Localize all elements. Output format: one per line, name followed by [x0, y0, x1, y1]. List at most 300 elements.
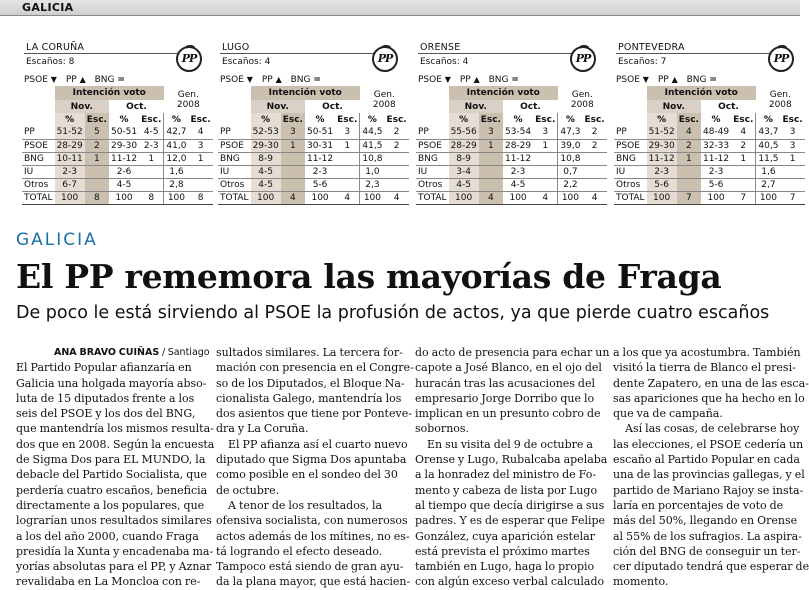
table-cell: 100 [305, 191, 335, 204]
table-cell [85, 178, 109, 191]
table-cell: 2-3 [139, 139, 164, 152]
text-line: más del 50%, llegando en Orense [613, 514, 798, 528]
text-line: so de los Diputados, el Bloque Na- [216, 376, 405, 390]
text-line: una de las provincias gallegas, y el [613, 468, 805, 482]
results-table [416, 86, 607, 205]
table-cell: 11-12 [648, 153, 675, 164]
table-cell [188, 165, 212, 178]
table-cell: 100 [360, 191, 385, 204]
legend-bng: BNG [686, 75, 707, 85]
legend-pp: PP [459, 75, 471, 85]
arrow-up-icon: ▲ [671, 75, 678, 84]
table-row [614, 165, 805, 178]
header-intencion: Intención voto [251, 86, 360, 100]
table-cell: 50-51 [306, 127, 334, 138]
text-line: Tampoco está siendo de gran ayu- [216, 560, 404, 574]
article-deck: De poco le está sirviendo al PSOE la profusión de actos, ya que pierde cuatro escaños [16, 303, 770, 323]
header-gen: Gen. 2008 [372, 89, 396, 110]
col-esc: Esc. [190, 114, 211, 125]
table-cell: 100 [251, 191, 281, 204]
table-row [416, 126, 607, 139]
table-cell [335, 165, 360, 178]
table-cell: 8 [139, 191, 164, 204]
table-cell: 5-6 [305, 178, 335, 191]
legend [24, 75, 125, 85]
table-cell: 10,8 [360, 152, 385, 165]
table-cell: 48-49 [702, 127, 730, 138]
text-line: a la honradez del ministro de Fo- [415, 468, 597, 482]
col-esc: Esc. [584, 114, 605, 125]
col-esc: Esc. [733, 114, 754, 125]
text-line: mento y cabeza de lista por Lugo [415, 483, 598, 497]
table-cell: 3 [188, 139, 212, 152]
table-cell: PSOE [614, 139, 647, 152]
table-cell: 7 [677, 191, 701, 204]
table-cell: 4 [335, 191, 360, 204]
table-cell [677, 165, 701, 178]
table-cell: 8 [85, 191, 109, 204]
table-cell: 100 [55, 191, 85, 204]
table-cell [780, 165, 804, 178]
text-line: perdería cuatro escaños, beneficia [16, 483, 208, 497]
col-esc: Esc. [535, 114, 556, 125]
province-name: ORENSE [420, 42, 461, 53]
table-cell: 5 [85, 126, 109, 139]
table-cell: 28-29 [450, 140, 477, 151]
legend [418, 75, 519, 85]
table-cell: 5-6 [647, 178, 677, 191]
legend [616, 75, 717, 85]
text-line: luta de 15 diputados frente a los [16, 391, 195, 405]
table-cell: 11-12 [110, 153, 138, 164]
legend-pp: PP [261, 75, 273, 85]
table-row [218, 165, 409, 178]
table-cell: 1 [677, 152, 701, 165]
byline-place: / Santiago [161, 347, 210, 358]
table-cell: PP [22, 126, 55, 139]
table-cell: 52-53 [252, 127, 279, 138]
table-cell: 11-12 [504, 153, 532, 164]
table-cell: 3 [335, 126, 360, 139]
table-cell: 2 [582, 126, 606, 139]
province-panel [22, 40, 211, 212]
text-line: huracán tras las acusaciones del [415, 376, 595, 390]
table-row [218, 178, 409, 191]
table-cell [582, 152, 606, 165]
table-row [22, 139, 213, 152]
text-line: seis del PSOE y los dos del BNG, [16, 407, 196, 421]
arrow-down-icon: ▼ [444, 75, 451, 84]
col-esc: Esc. [86, 114, 107, 125]
text-line: laría en porcentajes de voto de [613, 498, 784, 512]
text-line: capote a José Blanco, en el ojo del [415, 361, 602, 375]
table-cell: IU [22, 165, 55, 178]
legend-bng: BNG [94, 75, 115, 85]
col-esc: Esc. [386, 114, 407, 125]
province-name: LUGO [222, 42, 250, 53]
table-cell [533, 152, 558, 165]
table-cell [281, 152, 305, 165]
legend-psoe: PSOE [24, 75, 48, 85]
table-cell: TOTAL [220, 192, 249, 203]
table-cell: Otros [416, 178, 449, 191]
table-cell [384, 165, 408, 178]
divider [24, 53, 182, 54]
table-cell: 2-3 [503, 165, 533, 178]
table-cell: 3-4 [449, 165, 479, 178]
text-line: empresario Jorge Dorribo que lo [415, 391, 595, 405]
text-line: Así las cosas, de celebrarse hoy [625, 422, 800, 436]
table-cell: BNG [22, 152, 55, 165]
table-cell: 4-5 [251, 178, 281, 191]
pp-logo-icon: PP [570, 46, 596, 72]
table-cell: 10-11 [56, 153, 83, 164]
header-gen: Gen. 2008 [768, 89, 792, 110]
table-cell: 1 [479, 139, 503, 152]
table-row [218, 139, 409, 152]
table-cell: 29-30 [110, 140, 138, 151]
col-pct: % [55, 113, 85, 126]
text-line: debacle del Partido Socialista, que [16, 468, 207, 482]
province-name: LA CORUÑA [26, 42, 85, 53]
header-oct: Oct. [718, 101, 739, 112]
table-cell: 2,3 [360, 178, 385, 191]
table-cell: 10,8 [558, 152, 583, 165]
table-cell [281, 165, 305, 178]
province-name: PONTEVEDRA [618, 42, 685, 53]
table-cell: 2,8 [164, 178, 189, 191]
table-cell: 100 [558, 191, 583, 204]
table-cell [479, 152, 503, 165]
table-cell [533, 165, 558, 178]
pp-logo-icon: PP [176, 46, 202, 72]
text-line: como posible en el sondeo del 30 [216, 468, 398, 482]
table-cell: 1 [335, 139, 360, 152]
text-line: las elecciones, el PSOE cedería un [613, 437, 804, 451]
table-cell: PSOE [22, 139, 55, 152]
table-cell: 100 [449, 191, 479, 204]
legend-pp: PP [65, 75, 77, 85]
text-line: presidía la Xunta y encadenaba ma- [16, 544, 214, 558]
text-line: sobornos. [415, 422, 470, 436]
arrow-up-icon: ▲ [275, 75, 282, 84]
arrow-up-icon: ▲ [473, 75, 480, 84]
equal-icon: = [313, 75, 321, 85]
text-line: Orense y Lugo, Rubalcaba apelaba [415, 453, 608, 467]
table-cell: 100 [701, 191, 731, 204]
col-esc: Esc. [678, 114, 699, 125]
legend-bng: BNG [290, 75, 311, 85]
equal-icon: = [511, 75, 519, 85]
table-cell: 29-30 [648, 140, 675, 151]
table-cell: 100 [503, 191, 533, 204]
table-cell: 2 [582, 139, 606, 152]
text-line: dos asientos que tiene por Ponteve- [216, 407, 412, 421]
text-line: al 55% de los sufragios. La aspira- [613, 529, 802, 543]
table-cell: 47,3 [558, 126, 583, 139]
pp-logo-icon: PP [768, 46, 794, 72]
table-cell: TOTAL [24, 192, 53, 203]
text-line: cer diputado tendrá que esperar de [613, 560, 809, 574]
header-gen: Gen. 2008 [176, 89, 200, 110]
text-line: partido de Mariano Rajoy se insta- [613, 483, 804, 497]
table-cell: TOTAL [418, 192, 447, 203]
col-esc: Esc. [337, 114, 358, 125]
col-pct: % [558, 113, 583, 126]
table-cell: 8 [188, 191, 212, 204]
table-cell: 1,6 [756, 165, 781, 178]
col-pct: % [164, 113, 189, 126]
table-cell: 40,5 [756, 139, 781, 152]
col-esc: Esc. [282, 114, 303, 125]
table-cell: 4 [479, 191, 503, 204]
arrow-down-icon: ▼ [246, 75, 253, 84]
table-row [416, 139, 607, 152]
equal-icon: = [117, 75, 125, 85]
text-line: momento. [613, 575, 669, 589]
table-row [614, 178, 805, 191]
table-cell: PP [614, 126, 647, 139]
table-row [416, 178, 607, 191]
col-pct: % [360, 113, 385, 126]
table-cell: 1 [780, 152, 804, 165]
table-cell: 44,5 [360, 126, 385, 139]
table-cell: PSOE [416, 139, 449, 152]
table-cell: 8-9 [251, 152, 281, 165]
province-panel [614, 40, 803, 212]
table-cell: IU [614, 165, 647, 178]
article-column-4 [613, 345, 809, 590]
article-column-1 [16, 345, 215, 590]
legend-psoe: PSOE [220, 75, 244, 85]
table-cell: 3 [533, 126, 558, 139]
table-cell: 6-7 [55, 178, 85, 191]
table-cell: 11,5 [756, 152, 781, 165]
table-row [22, 165, 213, 178]
text-line: a los que ya acostumbra. También [613, 346, 801, 359]
article-kicker: GALICIA [16, 230, 98, 250]
table-cell [677, 178, 701, 191]
byline-name: ANA BRAVO CUIÑAS [54, 347, 160, 358]
table-cell [335, 178, 360, 191]
header-oct: Oct. [520, 101, 541, 112]
section-bar [0, 0, 800, 16]
table-cell: 41,5 [360, 139, 385, 152]
table-cell: 4-5 [109, 178, 139, 191]
table-row [416, 165, 607, 178]
table-cell: 2 [731, 139, 756, 152]
divider [220, 53, 378, 54]
table-cell: 8-9 [449, 152, 479, 165]
section-bar-label: GALICIA [22, 1, 74, 14]
table-cell: PP [218, 126, 251, 139]
table-cell [85, 165, 109, 178]
header-gen: Gen. 2008 [570, 89, 594, 110]
table-row [416, 152, 607, 165]
table-cell: 100 [164, 191, 189, 204]
table-cell: 42,7 [164, 126, 189, 139]
text-line: revalidaba en La Moncloa con re- [16, 575, 201, 589]
table-row [218, 191, 409, 204]
table-cell [139, 178, 164, 191]
text-line: implican en un presunto cobro de [415, 407, 601, 421]
arrow-down-icon: ▼ [50, 75, 57, 84]
text-line: cionalista Galego, mantendría los [216, 391, 402, 405]
table-cell: TOTAL [616, 192, 645, 203]
text-line: a los del año 2000, cuando Fraga [16, 529, 199, 543]
text-line: El Partido Popular afianzaría en [16, 361, 192, 375]
table-cell: 51-52 [648, 127, 675, 138]
table-row [614, 126, 805, 139]
table-cell: 29-30 [252, 140, 279, 151]
col-pct: % [756, 113, 781, 126]
header-nov: Nov. [251, 100, 305, 113]
table-cell: 1 [533, 139, 558, 152]
arrow-down-icon: ▼ [642, 75, 649, 84]
province-seats: Escaños: 7 [618, 57, 667, 67]
header-nov: Nov. [55, 100, 109, 113]
text-line: padres. Y es de esperar que Felipe [415, 514, 606, 528]
table-cell: 53-54 [504, 127, 532, 138]
table-cell: 4 [533, 191, 558, 204]
table-row [22, 126, 213, 139]
table-cell: 51-52 [56, 127, 83, 138]
table-cell: 4-5 [139, 126, 164, 139]
text-line: da la plana mayor, que está hacien- [216, 575, 411, 589]
province-seats: Escaños: 4 [222, 57, 271, 67]
table-cell: Otros [22, 178, 55, 191]
table-cell: 2,7 [756, 178, 781, 191]
header-intencion: Intención voto [647, 86, 756, 100]
arrow-up-icon: ▲ [79, 75, 86, 84]
table-cell: 2 [384, 126, 408, 139]
table-cell: 3 [780, 126, 804, 139]
text-line: tá logrando el efecto deseado. [216, 544, 383, 558]
table-cell: 30-31 [306, 140, 334, 151]
table-cell: BNG [218, 152, 251, 165]
table-row [614, 139, 805, 152]
legend-pp: PP [657, 75, 669, 85]
table-cell: 4 [384, 191, 408, 204]
table-cell: 12,0 [164, 152, 189, 165]
province-seats: Escaños: 8 [26, 57, 75, 67]
table-cell: 2 [85, 139, 109, 152]
table-cell: 41,0 [164, 139, 189, 152]
header-nov: Nov. [449, 100, 503, 113]
table-cell: 4 [188, 126, 212, 139]
table-cell: 4 [677, 126, 701, 139]
col-pct: % [119, 114, 129, 125]
results-table [22, 86, 213, 205]
legend [220, 75, 321, 85]
table-cell: 100 [109, 191, 139, 204]
table-cell: 50-51 [110, 127, 138, 138]
divider [616, 53, 774, 54]
col-pct: % [711, 114, 721, 125]
table-cell: 11-12 [306, 153, 334, 164]
table-cell: 0,7 [558, 165, 583, 178]
col-esc: Esc. [480, 114, 501, 125]
byline [16, 345, 210, 360]
text-line: está prevista el próximo martes [415, 544, 590, 558]
legend-psoe: PSOE [418, 75, 442, 85]
table-cell: 2-3 [305, 165, 335, 178]
header-intencion: Intención voto [449, 86, 558, 100]
table-cell: 2-3 [647, 165, 677, 178]
article-column-2 [216, 345, 414, 590]
text-line: que va de campaña. [613, 407, 723, 421]
table-row [22, 152, 213, 165]
table-cell: 28-29 [504, 140, 532, 151]
table-cell: 4 [731, 126, 756, 139]
results-table [614, 86, 805, 205]
table-cell: 7 [780, 191, 804, 204]
text-line: dos que en 2008. Según la encuesta [16, 437, 215, 451]
table-cell [384, 152, 408, 165]
text-line: diputado que Sigma Dos apuntaba [216, 453, 407, 467]
text-line: lograrían unos resultados similares [16, 514, 212, 528]
table-cell: 2-6 [109, 165, 139, 178]
text-line: dra y La Coruña. [216, 422, 309, 436]
text-line: En su visita del 9 de octubre a [427, 437, 593, 451]
table-cell: 1,0 [360, 165, 385, 178]
table-cell: 11-12 [702, 153, 730, 164]
header-intencion: Intención voto [55, 86, 164, 100]
text-line: visitó la tierra de Blanco el presi- [613, 361, 796, 375]
text-line: actos además de los mítines, no es- [216, 529, 410, 543]
text-line: al tiempo que decía dirigirse a sus [415, 498, 605, 512]
table-cell: 32-33 [702, 140, 730, 151]
table-row [218, 152, 409, 165]
col-pct: % [513, 114, 523, 125]
col-pct: % [315, 114, 325, 125]
table-row [416, 191, 607, 204]
table-cell: Otros [614, 178, 647, 191]
table-cell: 2-3 [55, 165, 85, 178]
divider [418, 53, 576, 54]
text-line: con algún exceso verbal calculado [415, 575, 605, 589]
table-cell: IU [416, 165, 449, 178]
results-table [218, 86, 409, 205]
table-cell: 1,6 [164, 165, 189, 178]
table-cell [479, 165, 503, 178]
text-line: de octubre. [216, 483, 280, 497]
table-cell [188, 178, 212, 191]
table-cell: 4 [582, 191, 606, 204]
table-cell [731, 178, 756, 191]
table-cell [281, 178, 305, 191]
table-cell: 4-5 [251, 165, 281, 178]
table-row [22, 191, 213, 204]
table-cell: 7 [731, 191, 756, 204]
table-cell: 1 [139, 152, 164, 165]
table-cell: 3 [479, 126, 503, 139]
table-cell [139, 165, 164, 178]
table-cell: 1 [188, 152, 212, 165]
table-cell: 100 [647, 191, 677, 204]
text-line: dente Zapatero, en una de las esca- [613, 376, 809, 390]
table-cell: 1 [281, 139, 305, 152]
table-row [218, 126, 409, 139]
table-cell [582, 178, 606, 191]
col-pct: % [251, 113, 281, 126]
table-cell: 28-29 [56, 140, 83, 151]
text-line: también en Lugo, haga lo propio [415, 560, 595, 574]
province-seats: Escaños: 4 [420, 57, 469, 67]
table-cell: 4-5 [503, 178, 533, 191]
table-cell: 1 [85, 152, 109, 165]
table-cell [780, 178, 804, 191]
